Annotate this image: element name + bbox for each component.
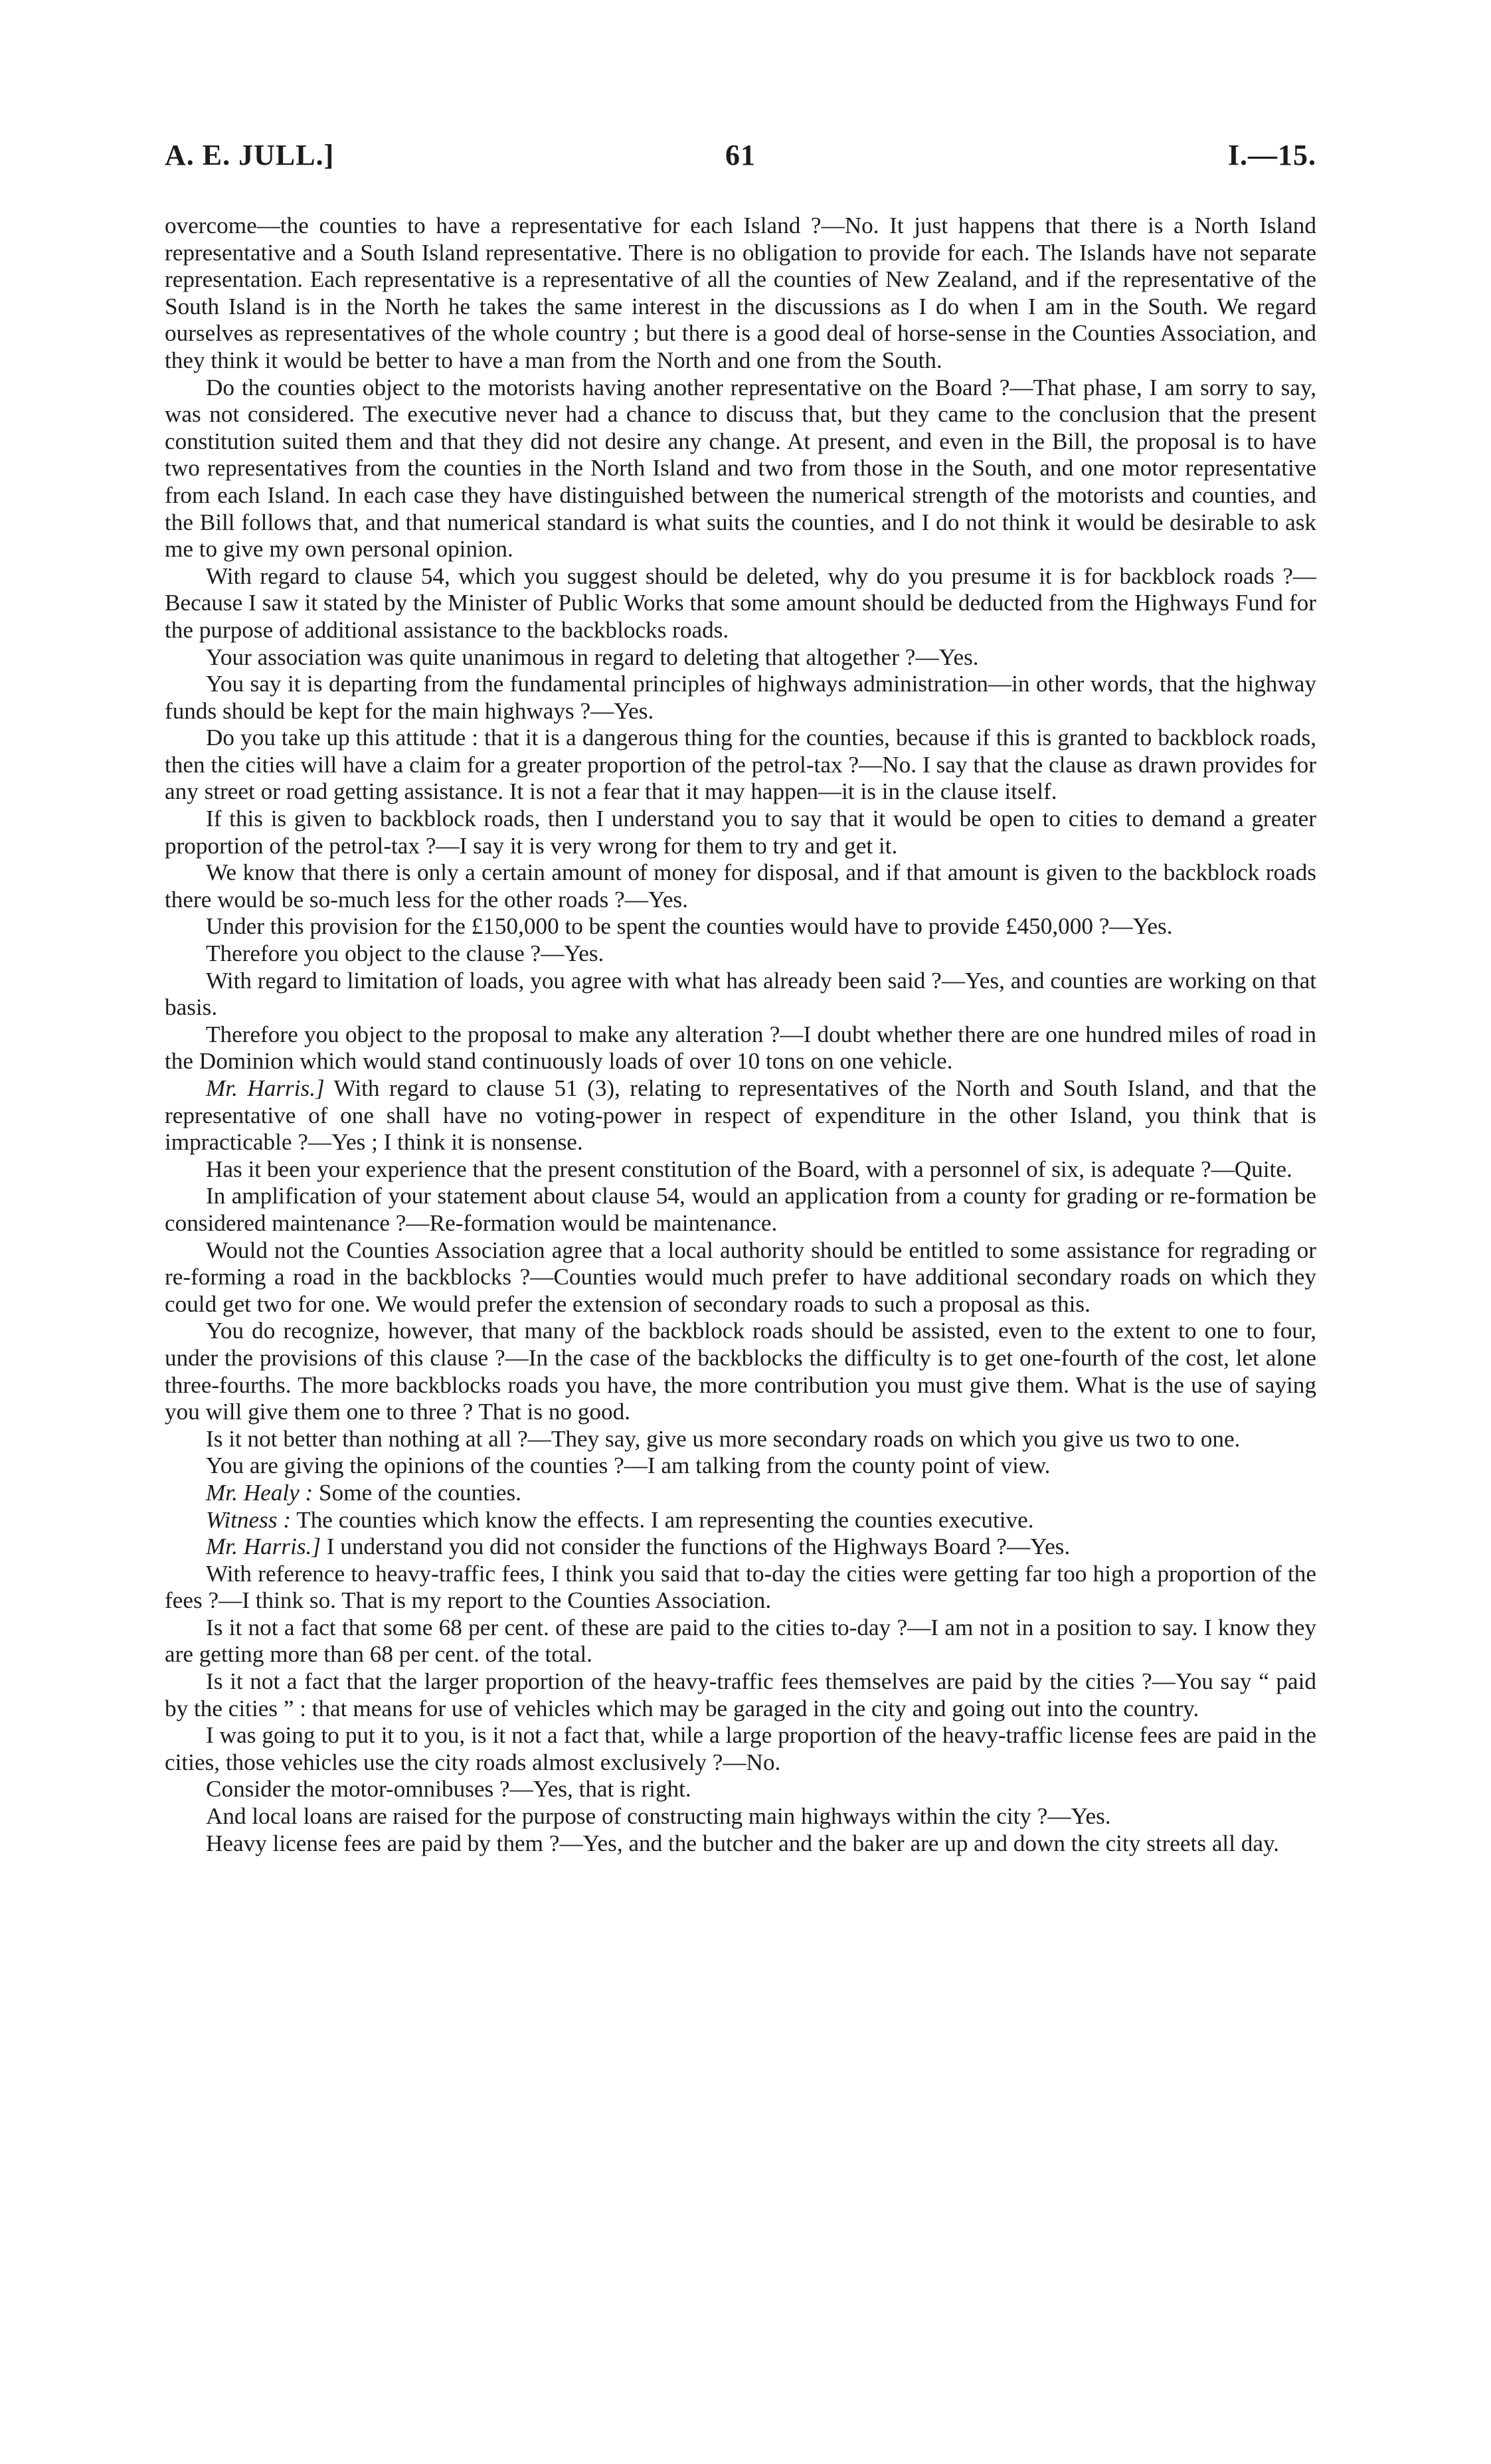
paragraph: Therefore you object to the clause ?—Yes. xyxy=(206,940,604,967)
paragraph: Mr. Harris.] With regard to clause 51 (3), relating to representatives of the North and South Island, and that the representative of one shall have no voting-power in respect of expenditure in the other Island, you think that is impracticable ?—Yes ; I think it is nonsense. xyxy=(165,1075,1316,1156)
paragraph: Your association was quite unanimous in regard to deleting that altogether ?—Yes. xyxy=(206,644,979,670)
paragraph: Do you take up this attitude : that it is a dangerous thing for the counties, because if this is granted to backblock roads, then the cities will have a claim for a greater proportion of the petrol-tax ?—No. I say that the clause as drawn provides for any street or road getting assistance. It is not a fear that it may happen—it is in the clause itself. xyxy=(165,725,1316,805)
evidence-text xyxy=(165,213,1316,1857)
paragraph: overcome—the counties to have a representative for each Island ?—No. It just happens that there is a North Island representative and a South Island representative. There is no obligation to provide for each. The Islands have not separate representation. Each representative is a representative of all the counties of New Zealand, and if the representative of the South Island is in the North he takes the same interest in the discussions as I do when I am in the South. We regard ourselves as representatives of the whole country ; but there is a good deal of horse-sense in the Counties Association, and they think it would be better to have a man from the North and one from the South. xyxy=(165,213,1316,373)
paragraph: And local loans are raised for the purpose of constructing main highways within the city ?—Yes. xyxy=(206,1803,1111,1830)
paragraph: Consider the motor-omnibuses ?—Yes, that is right. xyxy=(206,1776,691,1803)
paragraph: I was going to put it to you, is it not a fact that, while a large proportion of the heavy-traffic license fees are paid in the cities, those vehicles use the city roads almost exclusively ?—No. xyxy=(165,1722,1316,1775)
paragraph: Witness : The counties which know the effects. I am representing the counties executive. xyxy=(206,1506,1034,1533)
speaker-label: Witness : xyxy=(206,1506,292,1533)
paragraph: Mr. Healy : Some of the counties. xyxy=(206,1479,521,1506)
paragraph: Is it not a fact that the larger proportion of the heavy-traffic fees themselves are paid by the cities ?—You say “ paid by the cities ” : that means for use of vehicles which may be garaged in the city and going out into the country. xyxy=(165,1668,1316,1721)
paragraph: You are giving the opinions of the counties ?—I am talking from the county point of view. xyxy=(206,1452,1051,1479)
speaker-label: Mr. Healy : xyxy=(206,1479,313,1506)
page-header xyxy=(165,138,1316,178)
paragraph: Mr. Harris.] I understand you did not consider the functions of the Highways Board ?—Yes. xyxy=(206,1534,1071,1560)
paragraph: Therefore you object to the proposal to make any alteration ?—I doubt whether there are one hundred miles of road in the Dominion which would stand continuously loads of over 10 tons on one vehicle. xyxy=(165,1021,1316,1075)
paragraph: With regard to clause 54, which you suggest should be deleted, why do you presume it is for backblock roads ?—Because I saw it stated by the Minister of Public Works that some amount should be deducted from the Highways Fund for the purpose of additional assistance to the backblocks roads. xyxy=(165,563,1316,643)
speaker-label: Mr. Harris.] xyxy=(206,1534,321,1560)
running-head-witness: A. E. JULL.] xyxy=(165,139,335,171)
paragraph: Do the counties object to the motorists having another representative on the Board ?—That phase, I am sorry to say, was not considered. The executive never had a chance to discuss that, but they came to the conclusion that the present constitution suited them and that they did not desire any change. At present, and even in the Bill, the proposal is to have two representatives from the counties in the North Island and two from those in the South, and one motor representative from each Island. In each case they have distinguished between the numerical strength of the motorists and counties, and the Bill follows that, and that numerical standard is what suits the counties, and I do not think it would be desirable to ask me to give my own personal opinion. xyxy=(165,374,1316,563)
paragraph: Is it not better than nothing at all ?—They say, give us more secondary roads on which you give us two to one. xyxy=(206,1425,1241,1452)
paragraph: With reference to heavy-traffic fees, I think you said that to-day the cities were getting far too high a proportion of the fees ?—I think so. That is my report to the Counties Association. xyxy=(165,1560,1316,1614)
paragraph: You say it is departing from the fundamental principles of highways administration—in other words, that the highway funds should be kept for the main highways ?—Yes. xyxy=(165,671,1316,724)
paragraph: If this is given to backblock roads, then I understand you to say that it would be open to cities to demand a greater proportion of the petrol-tax ?—I say it is very wrong for them to try and get it. xyxy=(165,806,1316,859)
paragraph: In amplification of your statement about clause 54, would an application from a county for grading or re-formation be considered maintenance ?—Re-formation would be maintenance. xyxy=(165,1183,1316,1236)
paragraph: Would not the Counties Association agree that a local authority should be entitled to some assistance for regrading or re-forming a road in the backblocks ?—Counties would much prefer to have additional secondary roads on which they could get two for one. We would prefer the extension of secondary roads to such a proposal as this. xyxy=(165,1237,1316,1317)
paragraph: With regard to limitation of loads, you agree with what has already been said ?—Yes, and counties are working on that basis. xyxy=(165,967,1316,1021)
paragraph: You do recognize, however, that many of the backblock roads should be assisted, even to the extent to one to four, under the provisions of this clause ?—In the case of the backblocks the difficulty is to get one-fourth of the cost, let alone three-fourths. The more backblocks roads you have, the more contribution you must give them. What is the use of saying you will give them one to three ? That is no good. xyxy=(165,1318,1316,1425)
speaker-label: Mr. Harris.] xyxy=(206,1075,325,1101)
paragraph: Is it not a fact that some 68 per cent. of these are paid to the cities to-day ?—I am not in a position to say. I know they are getting more than 68 per cent. of the total. xyxy=(165,1614,1316,1668)
paragraph: Under this provision for the £150,000 to be spent the counties would have to provide £450,000 ?—Yes. xyxy=(206,913,1173,940)
paragraph: We know that there is only a certain amount of money for disposal, and if that amount is given to the backblock roads there would be so-much less for the other roads ?—Yes. xyxy=(165,859,1316,913)
page-number: 61 xyxy=(725,139,756,171)
paragraph: Heavy license fees are paid by them ?—Yes, and the butcher and the baker are up and down the city streets all day. xyxy=(206,1830,1280,1856)
paragraph: Has it been your experience that the present constitution of the Board, with a personnel of six, is adequate ?—Quite. xyxy=(206,1156,1292,1182)
document-reference: I.—15. xyxy=(1227,139,1316,171)
